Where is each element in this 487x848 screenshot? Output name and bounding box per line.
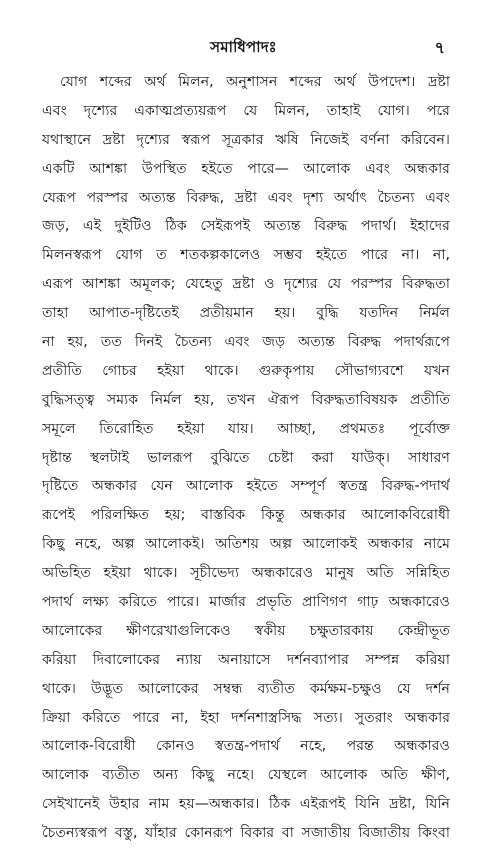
text-line: আলোক-বিরোধী কোনও স্বতন্ত্র-পদার্থ নহে, পরন্ত অন্ধকারও — [42, 738, 450, 755]
text-line: কিছু নহে, অল্প আলোকই। অতিশয় অল্প আলোকই অন্ধকার নামে — [42, 536, 450, 553]
text-line: থাকে। উদ্ভূত আলোকের সম্বন্ধ ব্যতীত কর্মক্ষম-চক্ষুও যে দর্শন — [42, 680, 450, 697]
body-text — [42, 68, 450, 848]
text-line: রূপেই পরিলক্ষিত হয়; বাস্তবিক কিন্তু অন্ধকার আলোকবিরোধী — [42, 507, 450, 524]
page-number: ৭ — [434, 38, 445, 57]
text-line: অভিহিত হইয়া থাকে। সূচীভেদ্য অন্ধকারেও মানুষ অতি সন্নিহিত — [42, 565, 450, 582]
text-line: যেরূপ পরস্পর অত্যন্ত বিরুদ্ধ, দ্রষ্টা এবং দৃশ্য অর্থাৎ চৈতন্য এবং — [42, 189, 450, 206]
text-line: সমূলে তিরোহিত হইয়া যায়। আচ্ছা, প্রথমতঃ পূর্বোক্ত — [42, 420, 450, 437]
text-line: এবং দৃশ্যের একাত্মপ্রত্যয়রূপ যে মিলন, তাহাই যোগ। পরে — [42, 102, 450, 119]
text-line: আলোক ব্যতীত অন্য কিছু নহে। যেস্থলে আলোক অতি ক্ষীণ, — [42, 767, 450, 784]
text-line: দৃষ্টিতে অন্ধকার যেন আলোক হইতে সম্পূর্ণ স্বতন্ত্র বিরুদ্ধ-পদার্থ — [42, 478, 450, 495]
text-line: এরূপ আশঙ্কা অমূলক; যেহেতু দ্রষ্টা ও দৃশ্যের যে পরস্পর বিরুদ্ধতা — [42, 276, 450, 293]
text-line: বুদ্ধিসত্ত্ব সম্যক নির্মল হয়, তখন ঐরূপ বিরুদ্ধতাবিষয়ক প্রতীতি — [42, 391, 450, 408]
running-head: সমাধিপাদঃ — [210, 38, 277, 56]
text-line: চৈতন্যস্বরূপ বস্তু, যাঁহার কোনরূপ বিকার বা সজাতীয় বিজাতীয় কিংবা — [42, 825, 450, 842]
text-line: সেইখানেই উহার নাম হয়—অন্ধকার। ঠিক এইরূপই যিনি দ্রষ্টা, যিনি — [42, 796, 450, 813]
text-line: মিলনস্বরূপ যোগ ত শতকল্পকালেও সম্ভব হইতে পারে না। না, — [42, 247, 450, 264]
text-line: প্রতীতি গোচর হইয়া থাকে। গুরুকৃপায় সৌভাগ্যবশে যখন — [42, 362, 450, 379]
text-line: জড়, এই দুইটিও ঠিক সেইরূপই অত্যন্ত বিরুদ্ধ পদার্থ। ইহাদের — [42, 218, 450, 235]
text-line: ক্রিয়া করিতে পারে না, ইহা দর্শনশাস্ত্রসিদ্ধ সত্য। সুতরাং অন্ধকার — [42, 709, 450, 726]
text-line: পদার্থ লক্ষ্য করিতে পারে। মার্জার প্রভৃতি প্রাণিগণ গাঢ় অন্ধকারেও — [42, 594, 450, 611]
text-line: করিয়া দিবালোকের ন্যায় অনায়াসে দর্শনব্যাপার সম্পন্ন করিয়া — [42, 651, 450, 668]
text-line: না হয়, তত দিনই চৈতন্য এবং জড় অত্যন্ত বিরুদ্ধ পদার্থরূপে — [42, 334, 450, 351]
text-line: আলোকের ক্ষীণরেখাগুলিকেও স্বকীয় চক্ষুতারকায় কেন্দ্রীভূত — [42, 622, 450, 639]
text-line: তাহা আপাত-দৃষ্টিতেই প্রতীয়মান হয়। বুদ্ধি যতদিন নির্মল — [42, 305, 450, 322]
text-line: যোগ শব্দের অর্থ মিলন, অনুশাসন শব্দের অর্থ উপদেশ। দ্রষ্টা — [60, 74, 450, 90]
text-line: একটি আশঙ্কা উপস্থিত হইতে পারে— আলোক এবং অন্ধকার — [42, 160, 450, 177]
text-line: যথাস্থানে দ্রষ্টা দৃশ্যের স্বরূপ সূত্রকার ঋষি নিজেই বর্ণনা করিবেন। — [42, 131, 450, 148]
text-line: দৃষ্টান্ত স্থলটাই ভালরূপ বুঝিতে চেষ্টা করা যাউক্। সাধারণ — [42, 449, 450, 466]
page-header — [40, 36, 447, 58]
